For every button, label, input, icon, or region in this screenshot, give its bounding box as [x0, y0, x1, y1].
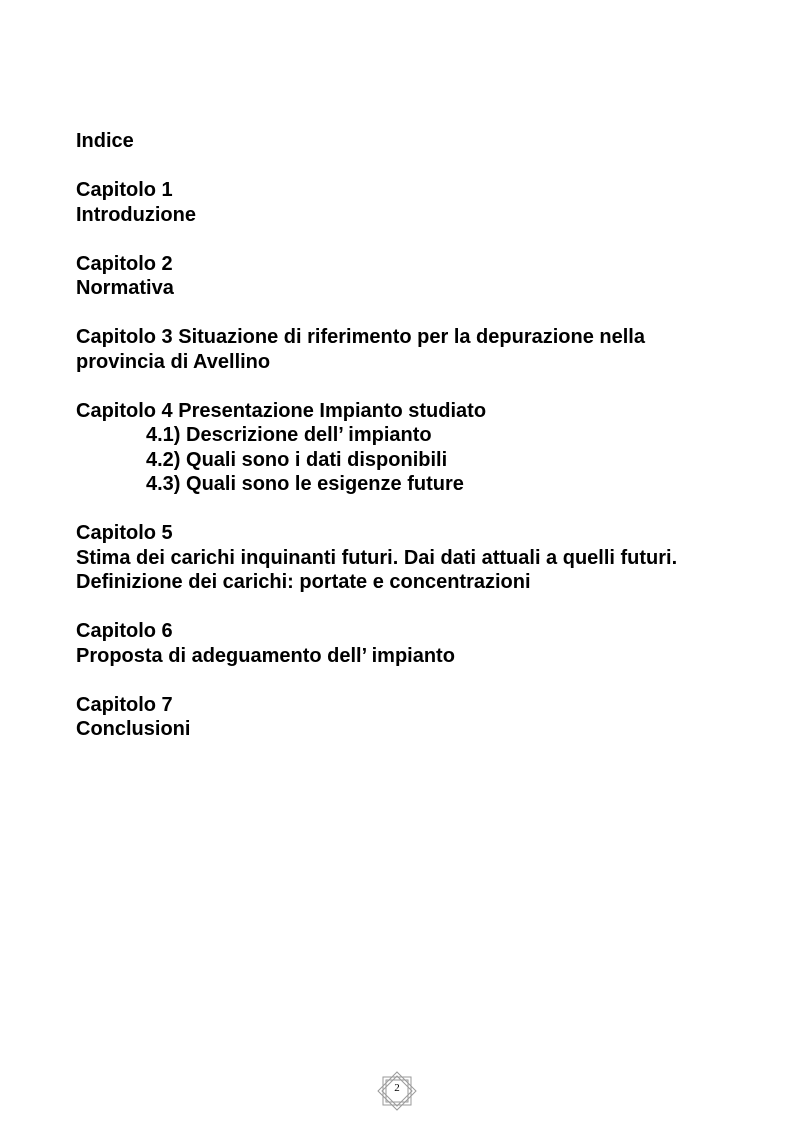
chapter-7-heading: Capitolo 7 — [76, 693, 173, 716]
chapter-1-title: Introduzione — [76, 203, 196, 226]
chapter-7-title: Conclusioni — [76, 718, 191, 740]
chapter-5-line-1: Stima dei carichi inquinanti futuri. Dai dati attuali a quelli futuri. — [76, 546, 678, 569]
subsection-4-2: 4.2) Quali sono i dati disponibili — [146, 448, 448, 471]
chapter-4-heading: Capitolo 4 Presentazione Impianto studiato — [76, 399, 487, 422]
index-title: Indice — [76, 130, 134, 152]
chapter-2-heading: Capitolo 2 — [76, 252, 173, 275]
chapter-3-line-1: Capitolo 3 Situazione di riferimento per la depurazione nella — [76, 326, 645, 348]
chapter-3-line-2: provincia di Avellino — [76, 350, 271, 373]
chapter-1-heading: Capitolo 1 — [76, 179, 173, 201]
chapter-5-line-2: Definizione dei carichi: portate e concentrazioni — [76, 571, 531, 593]
subsection-4-1: 4.1) Descrizione dell’ impianto — [146, 424, 432, 446]
page-number-ornament — [377, 1071, 417, 1111]
table-of-contents — [76, 129, 776, 742]
subsection-4-3: 4.3) Quali sono le esigenze future — [146, 473, 464, 495]
chapter-6-title: Proposta di adeguamento dell’ impianto — [76, 644, 455, 667]
chapter-2-title: Normativa — [76, 277, 174, 299]
page-number: 2 — [394, 1082, 400, 1094]
chapter-5-heading: Capitolo 5 — [76, 522, 173, 544]
chapter-6-heading: Capitolo 6 — [76, 620, 173, 642]
